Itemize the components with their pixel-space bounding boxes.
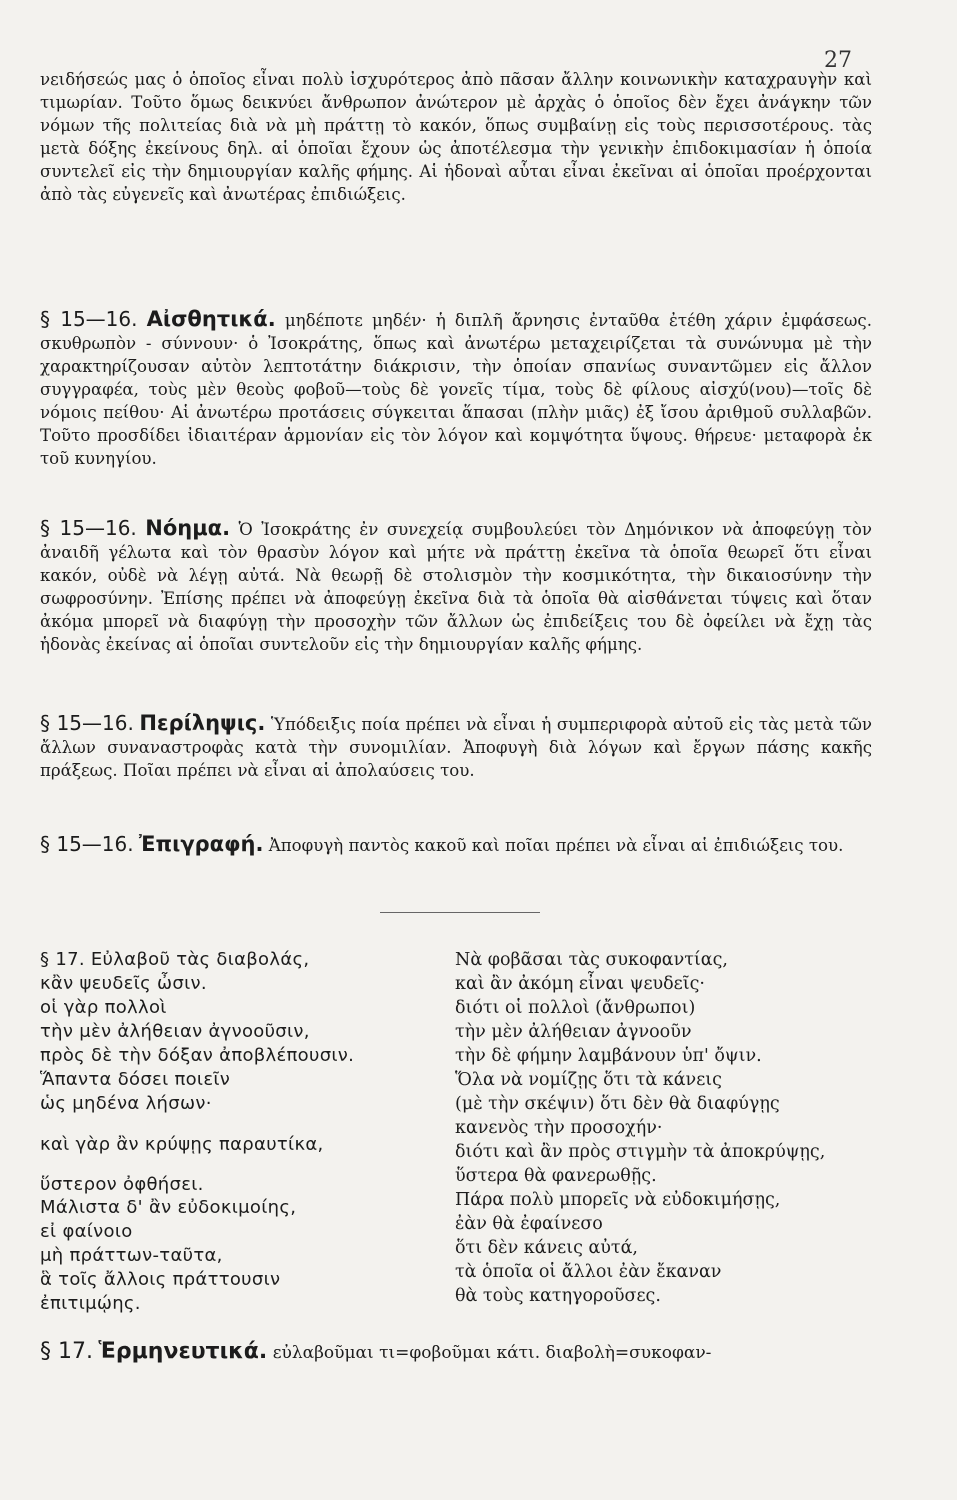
page-number: 27 [824, 48, 852, 73]
original-line: ἃ τοῖς ἄλλοις πράττουσιν [40, 1269, 281, 1290]
section-number: § 15—16. [40, 516, 137, 540]
section-interpretive [40, 1340, 872, 1365]
original-line: § 17. Εὐλαβοῦ τὰς διαβολάς, [40, 949, 310, 970]
translation-line: τὴν δὲ φήμην λαμβάνουν ὑπ' ὄψιν. [455, 1046, 762, 1066]
translation-line: ὕστερα θὰ φανερωθῇς. [455, 1166, 657, 1186]
section-number: § 17. [40, 1339, 93, 1364]
translation-line: διότι οἱ πολλοὶ (ἄνθρωποι) [455, 998, 696, 1018]
intro-paragraph [40, 68, 872, 206]
original-line: Μάλιστα δ' ἂν εὐδοκιμοίης, [40, 1197, 297, 1218]
section-heading: Αἰσθητικά. [146, 307, 276, 331]
translation-line: (μὲ τὴν σκέψιν) ὅτι δὲν θὰ διαφύγῃς [455, 1094, 780, 1114]
section-heading: Ἑρμηνευτικά. [98, 1339, 268, 1364]
original-line: ἐπιτιμῴης. [40, 1293, 141, 1314]
original-line: ὕστερον ὀφθήσει. [40, 1174, 204, 1195]
translation-line: Πάρα πολὺ μπορεῖς νὰ εὐδοκιμήσῃς, [455, 1190, 781, 1210]
section-title [40, 833, 872, 857]
translation-line: ἐὰν θὰ ἐφαίνεσο [455, 1214, 603, 1234]
original-line: μὴ πράττων-ταῦτα, [40, 1245, 223, 1266]
original-line: ὡς μηδένα λήσων· [40, 1093, 212, 1114]
section-text: Ὁ Ἰσοκράτης ἐν συνεχείᾳ συμβουλεύει τὸν Δημόνικον νὰ ἀποφεύγῃ τὸν ἀναιδῆ γέλωτα καὶ τὸν θρασὺν λόγον καὶ μήτε νὰ πράττῃ ἐκεῖνα τὰ ὁποῖα θεωρεῖ ὅτι εἶναι κακόν, οὐδὲ νὰ λέγῃ αὐτά. Νὰ θεωρῇ δὲ στολισμὸν τὴν κοσμικότητα, τὴν δικαιοσύνην τὴν σωφροσύνην. Ἐπίσης πρέπει νὰ ἀποφεύγῃ ἐκεῖνα διὰ τὰ ὁποῖα θὰ αἰσθάνεται τύψεις καὶ ὅταν ἀκόμα μπορεῖ νὰ διαφύγῃ τὴν προσοχὴν τῶν ἄλλων ὡς ἐπιδείξεις του δὲ ὀφείλει νὰ ἔχῃ τὰς ἡδονὰς ἐκείνας αἱ ὁποῖαι συντελοῦν εἰς τὴν δημιουργίαν καλῆς φήμης. [40, 520, 872, 654]
translation-line: θὰ τοὺς κατηγοροῦσες. [455, 1286, 661, 1306]
translation-line: τὴν μὲν ἀλήθειαν ἀγνοοῦν [455, 1022, 692, 1042]
section-text: μηδέποτε μηδέν· ἡ διπλῆ ἄρνησις ἐνταῦθα ἐτέθη χάριν ἐμφάσεως. σκυθρωπὸν - σύννουν· ὁ Ἰσοκράτης, ὅπως καὶ ἀνωτέρω μεταχειρίζεται τὰ συνώνυμα μὲ τὴν χαρακτηρίζουσαν αὐτὸν λεπτοτάτην διάκρισιν, τὴν ὁποίαν σπανίως συναντῶμεν εἰς ἄλλον συγγραφέα, τοὺς μὲν θεοὺς φοβοῦ—τοὺς δὲ γονεῖς τίμα, τοὺς δὲ φίλους αἰσχύ(νου)—τοῖς δὲ νόμοις πείθου· Αἱ ἀνωτέρω προτάσεις σύγκειται ἅπασαι (πλὴν μιᾶς) ἐξ ἴσου ἀριθμοῦ συλλαβῶν. Τοῦτο προσδίδει ἰδιαιτέραν ἁρμονίαν εἰς τὸν λόγον καὶ κομψότητα ὕψους. θήρευε· μεταφορὰ ἐκ τοῦ κυνηγίου. [40, 311, 873, 468]
translation-line: Νὰ φοβᾶσαι τὰς συκοφαντίας, [455, 950, 728, 970]
translation-line: κανενὸς τὴν προσοχήν· [455, 1118, 663, 1138]
section-number: § 15—16. [40, 307, 138, 331]
original-line: τὴν μὲν ἀλήθειαν ἀγνοοῦσιν, [40, 1021, 310, 1042]
section-summary [40, 712, 872, 782]
section-heading: Ἐπιγραφή. [138, 832, 264, 856]
original-line: οἱ γὰρ πολλοὶ [40, 997, 167, 1018]
section-meaning [40, 517, 872, 656]
section-heading: Νόημα. [145, 516, 231, 540]
divider [380, 912, 540, 913]
original-line: καὶ γὰρ ἂν κρύψῃς παραυτίκα, [40, 1134, 324, 1155]
intro-text: νειδήσεώς μας ὁ ὁποῖος εἶναι πολὺ ἰσχυρότερος ἀπὸ πᾶσαν ἄλλην κοινωνικὴν καταχραυγὴν καὶ τιμωρίαν. Τοῦτο ὅμως δεικνύει ἄνθρωπον ἀνώτερον μὲ ἀρχὰς ὁ ὁποῖος δὲν ἔχει ἀνάγκην τῶν νόμων τῆς πολιτείας διὰ νὰ μὴ πράττῃ τὸ κακόν, ὅπως συμβαίνῃ εἰς τοὺς περισσοτέρους. τὰς μετὰ δόξης ἐκείνους δηλ. αἱ ὁποῖαι ἔχουν ὡς ἀποτέλεσμα τὴν γενικὴν ἐπιδοκιμασίαν ἡ ὁποία συντελεῖ εἰς τὴν δημιουργίαν καλῆς φήμης. Αἱ ἡδοναὶ αὗται εἶναι ἐκεῖναι αἱ ὁποῖαι προέρχονται ἀπὸ τὰς εὐγενεῖς καὶ ἀνωτέρας ἐπιδιώξεις. [40, 70, 872, 204]
original-text-column [40, 948, 354, 1316]
original-line: εἰ φαίνοιο [40, 1221, 133, 1242]
section-number: § 15—16. [40, 832, 134, 856]
translation-line: ὅτι δὲν κάνεις αὐτά, [455, 1238, 638, 1258]
translation-line: διότι καὶ ἂν πρὸς στιγμὴν τὰ ἀποκρύψῃς, [455, 1142, 826, 1162]
section-text: εὐλαβοῦμαι τι=φοβοῦμαι κάτι. διαβολὴ=συκοφαν- [272, 1343, 712, 1363]
translation-line: καὶ ἂν ἀκόμη εἶναι ψευδεῖς· [455, 974, 705, 994]
section-aesthetics [40, 308, 872, 470]
section-text: Ὑπόδειξις ποία πρέπει νὰ εἶναι ἡ συμπεριφορὰ αὐτοῦ εἰς τὰς μετὰ τῶν ἄλλων συναναστροφὰς κατὰ τὴν συνομιλίαν. Ἀποφυγὴ διὰ λόγων καὶ ἔργων πάσης κακῆς πράξεως. Ποῖαι πρέπει νὰ εἶναι αἱ ἀπολαύσεις του. [40, 715, 872, 780]
original-line: κἂν ψευδεῖς ὦσιν. [40, 973, 207, 994]
section-text: Ἀποφυγὴ παντὸς κακοῦ καὶ ποῖαι πρέπει νὰ εἶναι αἱ ἐπιδιώξεις του. [268, 836, 844, 855]
original-line: πρὸς δὲ τὴν δόξαν ἀποβλέπουσιν. [40, 1045, 355, 1066]
section-number: § 15—16. [40, 711, 134, 735]
section-heading: Περίληψις. [139, 711, 266, 735]
translation-line: τὰ ὁποῖα οἱ ἄλλοι ἐὰν ἔκαναν [455, 1262, 722, 1282]
original-line: Ἅπαντα δόσει ποιεῖν [40, 1069, 231, 1090]
translation-column [455, 948, 825, 1308]
translation-line: Ὅλα νὰ νομίζῃς ὅτι τὰ κάνεις [455, 1070, 722, 1090]
